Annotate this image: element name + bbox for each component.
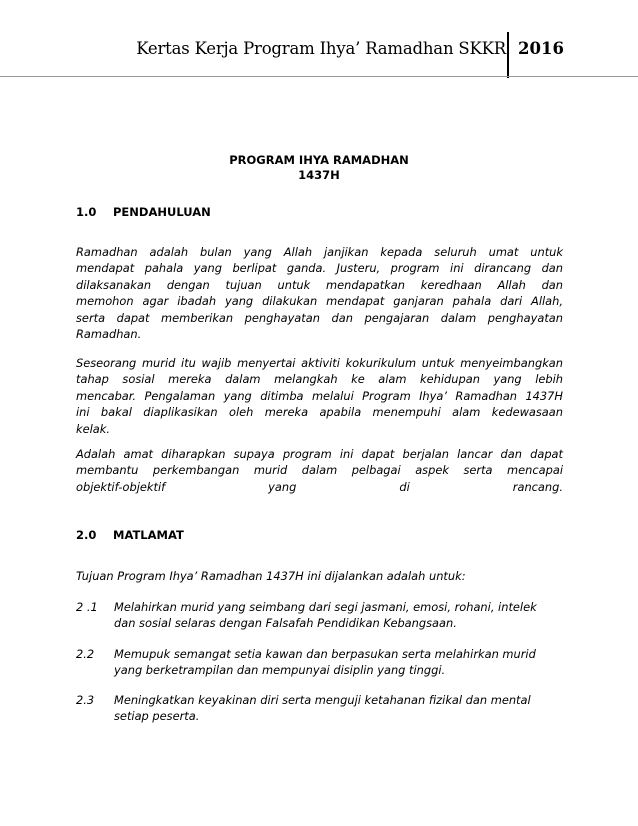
list-item-line: setiap peserta.	[114, 709, 200, 724]
section-heading-matlamat	[76, 528, 184, 542]
list-item	[76, 646, 563, 679]
list-item	[76, 692, 563, 725]
document-title-line2: 1437H	[298, 168, 340, 182]
paragraph-line: Adalah amat diharapkan supaya program ini dapat berjalan lancar dan dapat	[76, 447, 563, 461]
paragraph-line: mendapat pahala yang berlipat ganda. Justeru, program ini dirancang dan	[76, 261, 563, 276]
list-item-text	[114, 692, 563, 725]
paragraph-1	[76, 244, 563, 342]
paragraph-line: Ramadhan adalah bulan yang Allah janjikan kepada seluruh umat untuk	[76, 245, 563, 259]
list-item-text	[114, 599, 563, 632]
header-rule	[0, 76, 638, 77]
list-item-line: yang berketrampilan dan mempunyai disiplin yang tinggi.	[114, 663, 446, 678]
paragraph-line: serta dapat memberikan penghayatan dan pengajaran dalam penghayatan	[76, 310, 563, 325]
section-heading-pendahuluan	[76, 205, 211, 219]
list-item-line: Memupuk semangat setia kawan dan berpasukan serta melahirkan murid	[114, 647, 536, 661]
list-item-line: Meningkatkan keyakinan diri serta menguji ketahanan fizikal dan mental	[114, 693, 531, 707]
list-item-line: dan sosial selaras dengan Falsafah Pendidikan Kebangsaan.	[114, 616, 457, 631]
header-year: 2016	[518, 39, 564, 58]
paragraph-line: Tujuan Program Ihya’ Ramadhan 1437H ini dijalankan adalah untuk:	[76, 569, 466, 583]
paragraph-3	[76, 446, 563, 495]
list-item-number: 2 .1	[76, 600, 98, 614]
list-item	[76, 599, 563, 632]
paragraph-line: Ramadhan.	[76, 327, 142, 342]
paragraph-line: dilaksanakan dengan tujuan untuk mendapatkan keredhaan Allah dan	[76, 277, 563, 292]
matlamat-intro	[76, 568, 563, 584]
section-number: 2.0	[76, 528, 97, 542]
paragraph-line: kelak.	[76, 421, 110, 436]
header-divider	[507, 32, 509, 78]
header-title: Kertas Kerja Program Ihya’ Ramadhan SKKR	[136, 39, 506, 58]
paragraph-line: mencabar. Pengalaman yang ditimba melalui Program Ihya’ Ramadhan 1437H	[76, 388, 563, 403]
list-item-text	[114, 646, 563, 679]
paragraph-line: objektif-objektif yang di rancang.	[76, 479, 563, 494]
section-title: PENDAHULUAN	[113, 205, 211, 219]
document-title	[0, 153, 638, 183]
paragraph-line: memohon agar ibadah yang dilakukan mendapat ganjaran pahala dari Allah,	[76, 294, 563, 309]
paragraph-line: ini bakal diaplikasikan oleh mereka apabila menempuhi alam kedewasaan	[76, 405, 563, 420]
list-item-line: Melahirkan murid yang seimbang dari segi jasmani, emosi, rohani, intelek	[114, 600, 537, 614]
list-item-number: 2.2	[76, 647, 95, 661]
document-title-line1: PROGRAM IHYA RAMADHAN	[229, 153, 409, 167]
paragraph-line: Seseorang murid itu wajib menyertai aktiviti kokurikulum untuk menyeimbangkan	[76, 356, 563, 370]
section-title: MATLAMAT	[113, 528, 184, 542]
paragraph-line: tahap sosial mereka dalam melangkah ke alam kehidupan yang lebih	[76, 372, 563, 387]
paragraph-2	[76, 355, 563, 437]
page-header	[0, 32, 638, 78]
section-number: 1.0	[76, 205, 97, 219]
paragraph-line: membantu perkembangan murid dalam pelbagai aspek serta mencapai	[76, 463, 563, 478]
list-item-number: 2.3	[76, 693, 95, 707]
